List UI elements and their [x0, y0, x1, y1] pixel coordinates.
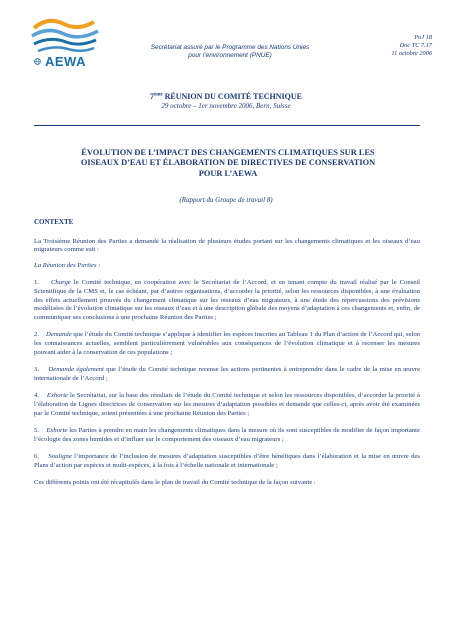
list-item — [34, 331, 420, 357]
item-text: le Comité technique, en coopération avec le Secrétariat de l’Accord, et en tenant compte du travail réalisé par le Conseil Scientifique de la CMS et, le cas échéant, par d’autres organisations, d’accorder la priorité, selon les ressources disponibles, à une évaluation des effets actuellement prouvés du changement climatique sur les oiseaux d’eau migrateurs, à une étude des répercussions des prévisions modélisées de l’évolution climatique sur les oiseaux d’eau et à une description globale des moyens d’adaptation à ces changements et, enfin, de communiquer ses conclusions à une prochaine Réunion des Parties ; — [34, 279, 421, 321]
item-verb: Souligne — [48, 453, 72, 461]
item-text: que l’étude du Comité technique s’applique à identifier les espèces inscrites au Tableau 1 du Plan d’action de l’Accord qui, selon les connaissances actuelles, semblent particulièrement vulnérables aux conséquences de l’évolution climatique et à recenser les mesures pouvant aider à la conservation de ces populations ; — [34, 331, 421, 356]
header-divider — [34, 125, 420, 126]
list-item — [34, 427, 420, 444]
report-subtitle: (Rapport du Groupe de travail 8) — [179, 196, 273, 204]
intro-paragraph: La Troisième Réunion des Parties a demandé la réalisation de plusieurs études portant sur les changements climatiques et les oiseaux d’eau migrateurs comme suit : — [34, 237, 420, 254]
meeting-header — [0, 92, 452, 110]
item-number: 3. — [34, 366, 40, 374]
item-number: 4. — [34, 392, 40, 400]
ref-doc: Doc TC 7.17 — [399, 41, 432, 49]
secretariat-line-1: Secrétariat assuré par le Programme des Nations Unies — [150, 44, 310, 51]
resolution-label: La Réunion des Parties : — [34, 261, 101, 269]
meeting-name: RÉUNION DU COMITÉ TECHNIQUE — [162, 92, 303, 101]
waves-logo-icon — [28, 14, 102, 54]
item-text: que l’étude du Comité technique recense les actions pertinentes à entreprendre dans le cadre de la mise en œuvre internationale de l’Accord ; — [34, 366, 421, 382]
un-globe-icon — [34, 58, 41, 65]
title-line-3: POUR L’AEWA — [198, 168, 258, 178]
meeting-dates: 29 octobre – 1er novembre 2006, Bern, Suisse — [161, 102, 291, 110]
meeting-title — [0, 92, 452, 101]
meeting-ordinal: ème — [153, 92, 163, 98]
logo-label — [34, 54, 86, 69]
item-text: le Secrétariat, sur la base des résultats de l’étude du Comité technique et selon les ressources disponibles, d’accorder la priorité à l’élaboration de Lignes directrices de conservation sur les mesures d’adaptation possibles et demande que celles-ci, après avoir été examinées par le Comité technique, soient présentées à une prochaine Réunion des Parties ; — [34, 392, 420, 417]
document-title — [36, 148, 420, 179]
item-number: 1. — [34, 279, 40, 287]
item-text: l’importance de l’inclusion de mesures d’adaptation susceptibles d’être bénéfiques dans l’élaboration et la mise en œuvre des Plans d’action par espèces et multi-espèces, à la fois à l’échelle nationale et internationale ; — [34, 453, 421, 469]
list-item — [34, 366, 420, 383]
secretariat-note — [138, 44, 322, 60]
list-item — [34, 453, 420, 470]
item-number: 5. — [34, 427, 40, 435]
list-item — [34, 392, 420, 418]
secretariat-line-2: pour l’environnement (PNUE) — [188, 52, 272, 59]
item-text: les Parties à prendre en main les changements climatiques dans la mesure où ils sont susceptibles de modifier de façon importante l’écologie des zones humides et d’influer sur le comportement des oiseaux d’eau migrateurs ; — [34, 427, 420, 443]
item-verb: Exhorte — [46, 427, 68, 435]
item-number: 6. — [34, 453, 40, 461]
logo-name: AEWA — [45, 54, 86, 69]
ref-date: 11 octobre 2006 — [391, 49, 432, 57]
item-verb: Charge — [50, 279, 71, 287]
item-number: 2. — [34, 331, 40, 339]
section-heading: CONTEXTE — [34, 218, 74, 226]
item-verb: Exhorte — [46, 392, 69, 400]
item-verb: Demande — [46, 331, 72, 339]
meeting-number: 7 — [149, 92, 154, 101]
closing-paragraph: Ces différents points ont été récapitulés dans le plan de travail du Comité technique de la façon suivante : — [34, 479, 316, 487]
title-line-1: ÉVOLUTION DE L’IMPACT DES CHANGEMENTS CLIMATIQUES SUR LES — [81, 148, 375, 157]
list-item — [34, 279, 420, 322]
document-reference — [391, 34, 432, 57]
title-line-2: OISEAUX D’EAU ET ÉLABORATION DE DIRECTIVES DE CONSERVATION — [80, 158, 376, 168]
document-body — [34, 218, 420, 495]
item-verb: Demande également — [48, 366, 104, 374]
ref-poj: PoJ 18 — [414, 34, 432, 41]
